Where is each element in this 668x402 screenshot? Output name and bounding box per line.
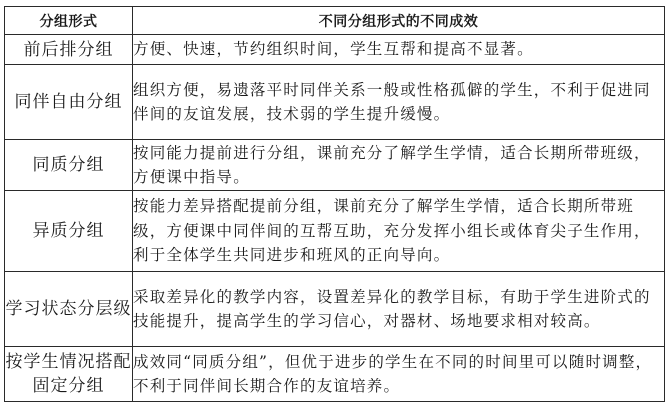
table-row [5,347,665,402]
row-form-label: 同质分组 [5,140,133,191]
table-header-row [5,7,665,35]
row-form-label: 学习状态分层级 [5,272,133,347]
row-effect-text: 组织方便，易遗落平时同伴关系一般或性格孤僻的学生，不利于促进同伴间的友谊发展，技术弱的学生提升缓慢。 [133,65,665,140]
row-effect-text: 方便、快速，节约组织时间，学生互帮和提高不显著。 [133,35,665,65]
row-effect-text: 成效同“同质分组”，但优于进步的学生在不同的时间里可以随时调整，不利于同伴间长期合作的友谊培养。 [133,347,665,402]
row-form-label: 同伴自由分组 [5,65,133,140]
row-effect-text: 按同能力提前进行分组，课前充分了解学生学情，适合长期所带班级，方便课中指导。 [133,140,665,191]
header-grouping-effect: 不同分组形式的不同成效 [133,7,665,35]
row-form-label: 异质分组 [5,191,133,272]
table-row [5,65,665,140]
row-effect-text: 按能力差异搭配提前分组，课前充分了解学生学情，适合长期所带班级，方便课中同伴间的互帮互助，充分发挥小组长或体育尖子生作用，利于全体学生共同进步和班风的正向导向。 [133,191,665,272]
table-row [5,140,665,191]
header-grouping-form: 分组形式 [5,7,133,35]
table-row [5,191,665,272]
table-row [5,272,665,347]
table-row [5,35,665,65]
row-effect-text: 采取差异化的教学内容，设置差异化的教学目标，有助于学生进阶式的技能提升，提高学生的学习信心，对器材、场地要求相对较高。 [133,272,665,347]
row-form-label: 前后排分组 [5,35,133,65]
grouping-effects-table [4,6,665,402]
row-form-label: 按学生情况搭配固定分组 [5,347,133,402]
